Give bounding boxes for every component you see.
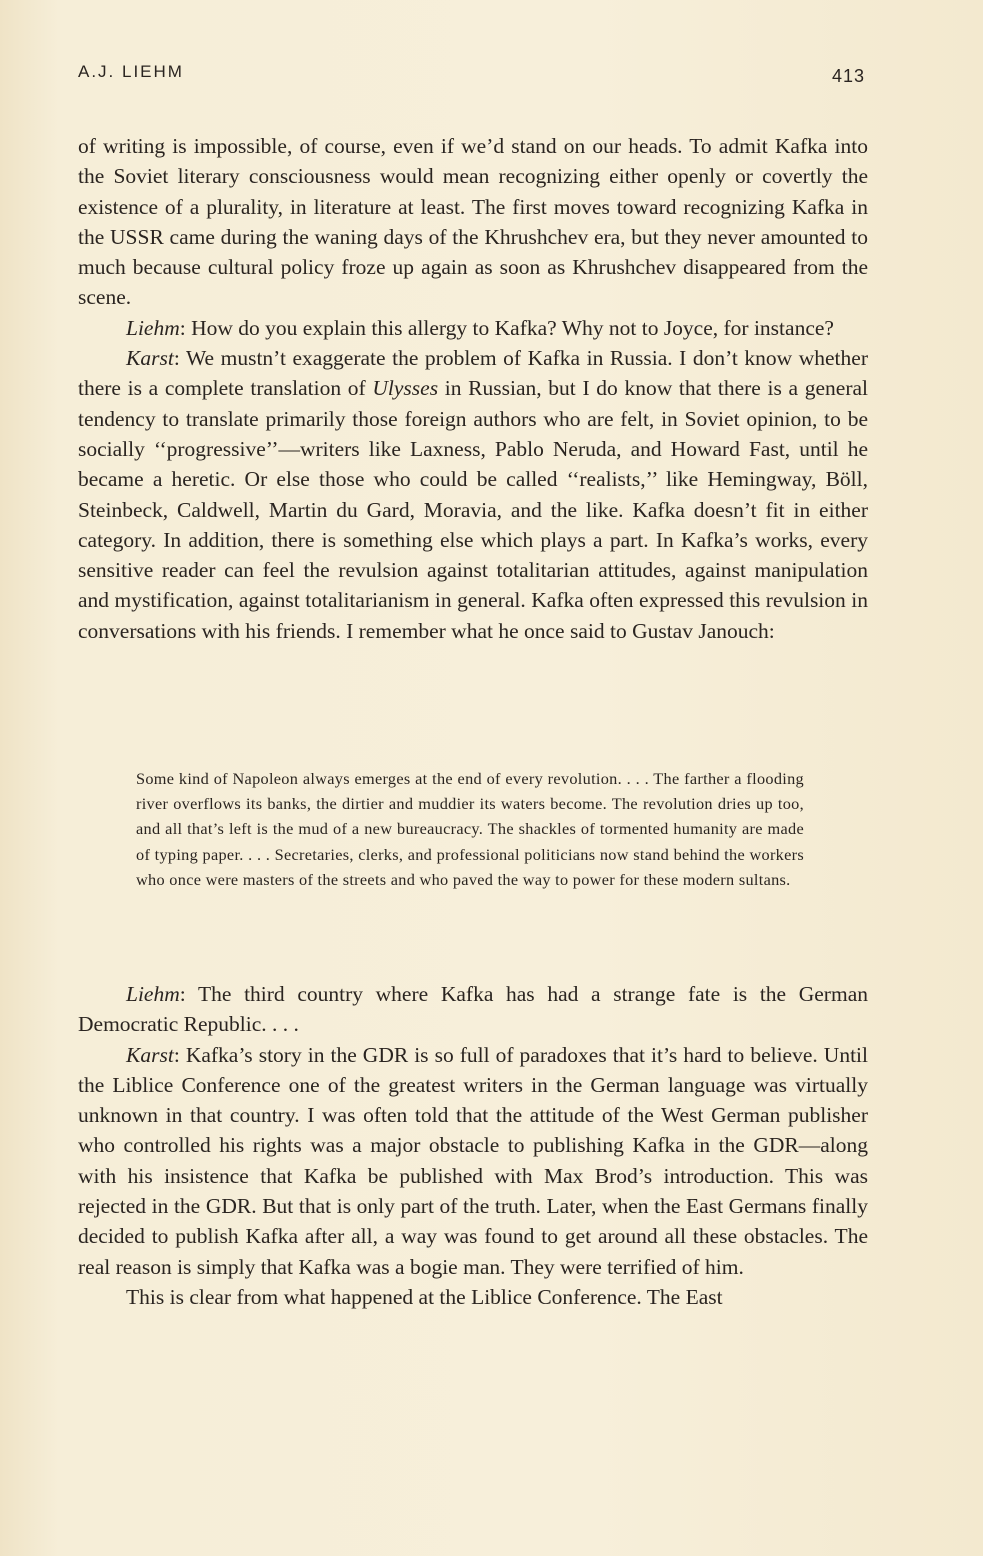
body-text-upper (78, 131, 868, 646)
speaker-label: Karst (126, 1042, 174, 1067)
book-title: Ulysses (372, 376, 439, 401)
speaker-label: Liehm (126, 982, 180, 1006)
paragraph-text: : We mustn’t exaggerate the problem of Kafka in Russia. I don’t know whether there is a complete translation of (78, 346, 868, 401)
page-number: 413 (831, 66, 865, 86)
running-head: A.J. LIEHM (78, 62, 184, 81)
paragraph-liehm-question (78, 313, 868, 343)
paragraph-text: : Kafka’s story in the GDR is so full of paradoxes that it’s hard to believe. Until the Liblice Conference one of the greatest writers in the German language was virtually unknown in that country. I was often told that the attitude of the West German publisher who controlled his rights was a major obstacle to publishing Kafka in the GDR—along with his insistence that Kafka be published with Max Brod’s introduction. This was rejected in the GDR. But that is only part of the truth. Later, when the East Germans finally decided to publish Kafka after all, a way was found to get around all these obstacles. The real reason is simply that Kafka was a bogie man. They were terrified of him. (78, 1042, 868, 1279)
paragraph-final: This is clear from what happened at the Liblice Conference. The East (126, 1284, 723, 1309)
paragraph-text: in Russian, but I do know that there is a general tendency to translate primarily those foreign authors who are felt, in Soviet opinion, to be socially ‘‘progressive’’—writers like Laxness, Pablo Neruda, and Howard Fast, until he became a heretic. Or else those who could be called ‘‘realists,’’ like Hemingway, Böll, Steinbeck, Caldwell, Martin du Gard, Moravia, and the like. Kafka doesn’t fit in either category. In addition, there is something else which plays a part. In Kafka’s works, every sensitive reader can feel the revulsion against totalitarian attitudes, against manipulation and mystification, against totalitarianism in general. Kafka often expressed this revulsion in conversations with his friends. I remember what he once said to Gustav Janouch: (78, 376, 868, 643)
paragraph-text: : How do you explain this allergy to Kafka? Why not to Joyce, for instance? (179, 315, 834, 340)
speaker-label: Liehm (126, 315, 180, 340)
block-quote (136, 766, 804, 892)
paragraph-liehm-question (78, 979, 868, 1040)
speaker-label: Karst (126, 346, 174, 371)
paragraph-karst-answer (78, 343, 868, 646)
paragraph-text: : The third country where Kafka has had a strange fate is the German Democratic Republic. . . . (78, 982, 868, 1037)
quote-text: Some kind of Napoleon always emerges at the end of every revolution. . . . The farther a flooding river overflows its banks, the dirtier and muddier its waters become. The revolution dries up too, and all that’s left is the mud of a new bureaucracy. The shackles of tormented humanity are made of typing paper. . . . Secretaries, clerks, and professional politicians now stand behind the workers who once were masters of the streets and who paved the way to power for these modern sultans. (136, 769, 804, 889)
paragraph-karst-answer (78, 1040, 868, 1282)
body-text-lower (78, 979, 868, 1312)
paragraph-continuation: of writing is impossible, of course, even if we’d stand on our heads. To admit Kafka into the Soviet literary consciousness would mean recognizing either openly or covertly the existence of a plurality, in literature at least. The first moves toward recognizing Kafka in the USSR came during the waning days of the Khrushchev era, but they never amounted to much because cultural policy froze up again as soon as Khrushchev disappeared from the scene. (78, 134, 868, 310)
